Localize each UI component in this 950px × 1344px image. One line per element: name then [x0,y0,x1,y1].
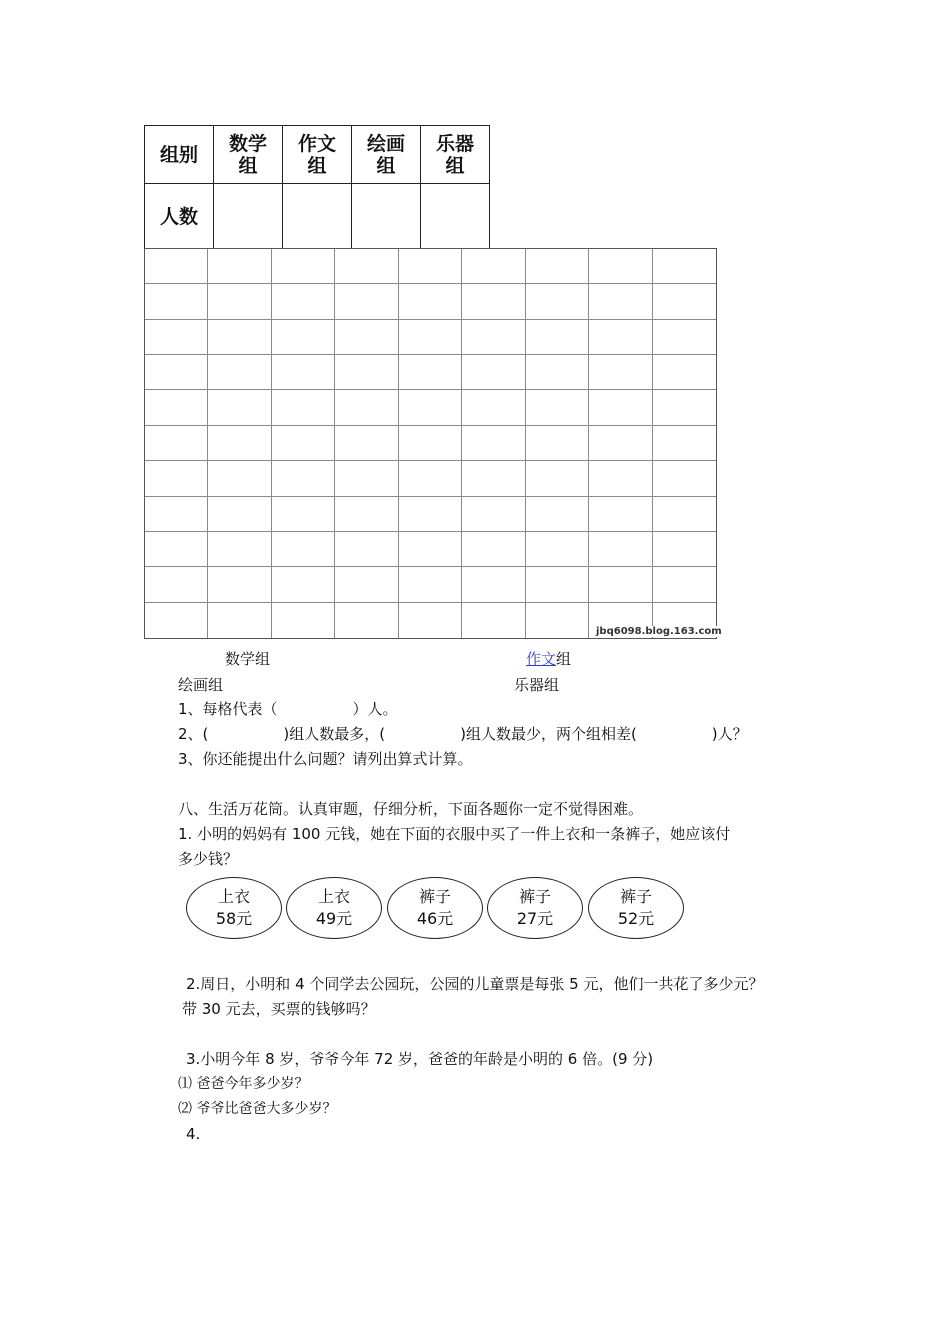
item-price: 52元 [617,909,655,928]
grid-cell[interactable] [653,426,716,461]
grid-cell[interactable] [589,355,652,390]
grid-cell[interactable] [526,567,589,602]
grid-cell[interactable] [399,461,462,496]
grid-cell[interactable] [208,497,271,532]
grid-cell[interactable] [399,249,462,284]
problem-2-line-2: 带 30 元去，买票的钱够吗？ [182,1000,376,1018]
item-name: 上衣 [217,887,250,906]
table-cell-writing-count[interactable] [283,184,352,250]
problem-1-line-2: 多少钱？ [178,850,239,868]
table-header-group: 组别 [145,126,214,184]
grid-cell[interactable] [272,426,335,461]
grid-cell[interactable] [272,284,335,319]
grid-cell[interactable] [145,532,208,567]
table-header-writing: 作文组 [283,126,352,184]
clothing-item [186,877,282,939]
item-price: 27元 [516,909,554,928]
grid-cell[interactable] [272,390,335,425]
grid-cell[interactable] [399,320,462,355]
grid-cell[interactable] [208,320,271,355]
grid-cell[interactable] [208,461,271,496]
grid-cell[interactable] [462,532,525,567]
grid-cell[interactable] [335,355,398,390]
bar-chart-grid[interactable] [144,248,717,639]
grid-cell[interactable] [399,390,462,425]
table-cell-math-count[interactable] [214,184,283,250]
grid-cell[interactable] [589,532,652,567]
grid-cell[interactable] [272,497,335,532]
grid-cell[interactable] [526,390,589,425]
item-name: 裤子 [518,887,551,906]
grid-cell[interactable] [272,249,335,284]
grid-cell[interactable] [653,320,716,355]
question-2: 2、( )组人数最多，( )组人数最少，两个组相差( )人？ [178,725,748,743]
grid-cell[interactable] [272,532,335,567]
grid-cell[interactable] [335,603,398,638]
grid-cell[interactable] [462,426,525,461]
x-label-painting: 绘画组 [178,676,224,694]
table-row-label-count: 人数 [145,184,214,250]
grid-cell[interactable] [462,249,525,284]
grid-cell[interactable] [145,249,208,284]
grid-cell[interactable] [526,355,589,390]
grid-cell[interactable] [462,603,525,638]
grid-cell[interactable] [399,567,462,602]
grid-cell[interactable] [462,497,525,532]
grid-cell[interactable] [145,567,208,602]
item-price: 46元 [416,909,454,928]
grid-cell[interactable] [335,284,398,319]
grid-cell[interactable] [335,461,398,496]
table-header-math: 数学组 [214,126,283,184]
grid-cell[interactable] [526,532,589,567]
grid-cell[interactable] [653,532,716,567]
grid-cell[interactable] [589,461,652,496]
grid-cell[interactable] [653,497,716,532]
writing-link[interactable]: 作文 [526,650,557,668]
item-name: 裤子 [619,887,652,906]
grid-cell[interactable] [526,603,589,638]
group-count-table [144,125,490,250]
grid-cell[interactable] [526,461,589,496]
question-3: 3、你还能提出什么问题？请列出算式计算。 [178,750,473,768]
grid-cell[interactable] [462,461,525,496]
x-label-writing: 作文组 [526,650,572,668]
grid-cell[interactable] [208,390,271,425]
grid-cell[interactable] [145,497,208,532]
item-price: 49元 [315,909,353,928]
grid-cell[interactable] [653,567,716,602]
question-1: 1、每格代表（ ）人。 [178,700,398,718]
grid-cell[interactable] [335,320,398,355]
grid-cell[interactable] [399,426,462,461]
section-8-title: 八、生活万花筒。认真审题，仔细分析，下面各题你一定不觉得困难。 [178,800,644,818]
grid-cell[interactable] [526,320,589,355]
grid-cell[interactable] [208,603,271,638]
grid-cell[interactable] [208,284,271,319]
grid-cell[interactable] [462,567,525,602]
grid-cell[interactable] [335,567,398,602]
grid-cell[interactable] [589,426,652,461]
clothing-item [387,877,483,939]
x-label-math: 数学组 [225,650,271,668]
table-cell-music-count[interactable] [421,184,490,250]
table-header-music: 乐器组 [421,126,490,184]
grid-cell[interactable] [272,603,335,638]
grid-cell[interactable] [272,355,335,390]
grid-cell[interactable] [208,249,271,284]
grid-cell[interactable] [208,355,271,390]
grid-cell[interactable] [653,249,716,284]
grid-cell[interactable] [589,497,652,532]
grid-cell[interactable] [589,284,652,319]
grid-cell[interactable] [526,426,589,461]
grid-cell[interactable] [399,284,462,319]
watermark: jbq6098.blog.163.com [596,626,722,637]
problem-1-line-1: 1. 小明的妈妈有 100 元钱，她在下面的衣服中买了一件上衣和一条裤子，她应该付 [178,825,731,843]
grid-cell[interactable] [208,426,271,461]
item-price: 58元 [215,909,253,928]
grid-cell[interactable] [145,426,208,461]
grid-cell[interactable] [653,461,716,496]
grid-cell[interactable] [526,284,589,319]
grid-cell[interactable] [653,355,716,390]
grid-cell[interactable] [272,461,335,496]
problem-3-sub-1: ⑴ 爸爸今年多少岁？ [178,1076,309,1092]
clothing-item [487,877,583,939]
grid-cell[interactable] [145,603,208,638]
grid-cell[interactable] [399,603,462,638]
grid-cell[interactable] [462,320,525,355]
grid-cell[interactable] [145,284,208,319]
grid-cell[interactable] [272,567,335,602]
grid-cell[interactable] [145,320,208,355]
grid-cell[interactable] [335,390,398,425]
item-name: 上衣 [317,887,350,906]
grid-cell[interactable] [272,320,335,355]
grid-cell[interactable] [399,497,462,532]
item-name: 裤子 [418,887,451,906]
grid-cell[interactable] [462,284,525,319]
grid-cell[interactable] [145,390,208,425]
grid-cell[interactable] [399,355,462,390]
grid-cell[interactable] [589,390,652,425]
grid-cell[interactable] [399,532,462,567]
table-cell-painting-count[interactable] [352,184,421,250]
problem-3-sub-2: ⑵ 爷爷比爸爸大多少岁？ [178,1101,337,1117]
grid-cell[interactable] [526,497,589,532]
grid-cell[interactable] [335,497,398,532]
grid-cell[interactable] [462,355,525,390]
grid-cell[interactable] [589,567,652,602]
x-label-music: 乐器组 [514,676,560,694]
grid-cell[interactable] [462,390,525,425]
problem-3-line-1: 3.小明今年 8 岁，爷爷今年 72 岁，爸爸的年龄是小明的 6 倍。(9 分) [186,1050,654,1068]
grid-cell[interactable] [335,532,398,567]
grid-cell[interactable] [526,249,589,284]
grid-cell[interactable] [335,249,398,284]
clothing-item [588,877,684,939]
grid-cell[interactable] [145,461,208,496]
clothing-item [286,877,382,939]
grid-cell[interactable] [589,249,652,284]
grid-cell[interactable] [653,390,716,425]
problem-2-line-1: 2.周日，小明和 4 个同学去公园玩，公园的儿童票是每张 5 元，他们一共花了多少元？ [186,975,764,993]
problem-4: 4. [186,1125,201,1143]
grid-cell[interactable] [653,284,716,319]
grid-cell[interactable] [589,320,652,355]
grid-cell[interactable] [208,567,271,602]
grid-cell[interactable] [145,355,208,390]
table-header-painting: 绘画组 [352,126,421,184]
grid-cell[interactable] [335,426,398,461]
grid-cell[interactable] [208,532,271,567]
